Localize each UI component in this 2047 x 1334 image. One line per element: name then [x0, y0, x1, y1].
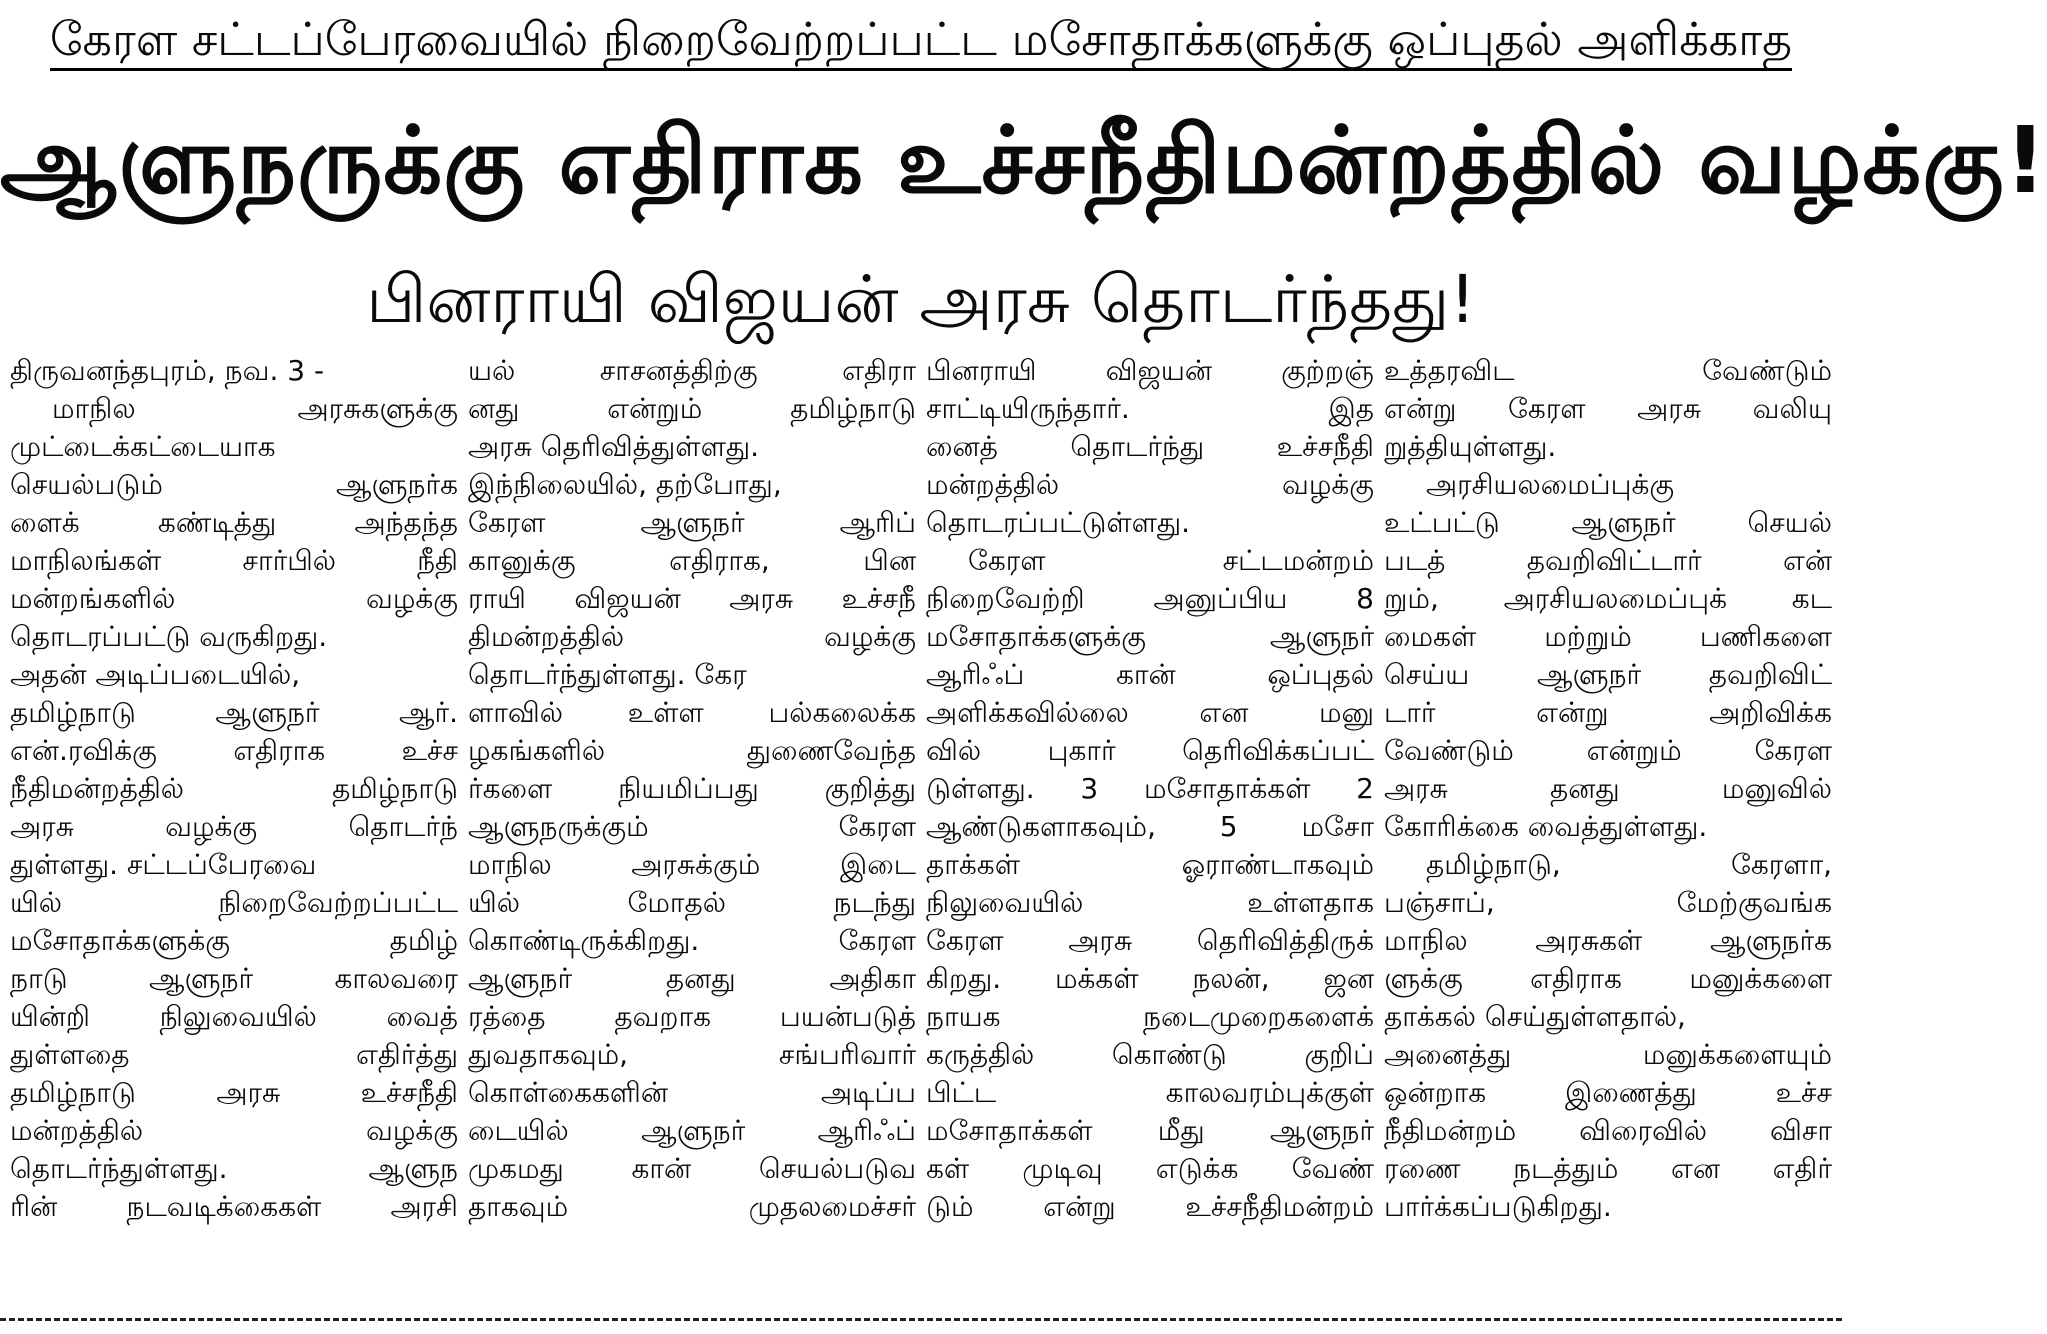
article-line: தாகவும் முதலமைச்சர்: [468, 1190, 916, 1223]
article-line: உத்தரவிட வேண்டும்: [1384, 354, 1832, 387]
article-line: கோரிக்கை வைத்துள்ளது.: [1384, 810, 1708, 843]
article-line: மாநில அரசுகளுக்கு: [52, 392, 458, 425]
article-line: றும், அரசியலமைப்புக் கட: [1384, 582, 1832, 615]
article-line: நாயக நடைமுறைகளைக்: [926, 1000, 1374, 1033]
article-line: மாநிலங்கள் சார்பில் நீதி: [10, 544, 458, 577]
kicker-text: கேரள சட்டப்பேரவையில் நிறைவேற்றப்பட்ட மசோதாக்களுக்கு ஒப்புதல் அளிக்காத: [50, 12, 1792, 71]
article-line: துள்ளதை எதிர்த்து: [10, 1038, 458, 1071]
headline: ஆளுநருக்கு எதிராக உச்சநீதிமன்றத்தில் வழக்கு!: [0, 107, 2047, 214]
article-line: வில் புகார் தெரிவிக்கப்பட்: [926, 734, 1374, 767]
article-columns: [10, 352, 1832, 1292]
article-line: ரணை நடத்தும் என எதிர்: [1384, 1152, 1832, 1185]
article-line: சாட்டியிருந்தார். இத: [926, 392, 1374, 425]
article-line: ராயி விஜயன் அரசு உச்சநீ: [468, 582, 916, 615]
article-line: டார் என்று அறிவிக்க: [1384, 696, 1832, 729]
article-line: தொடரப்பட்டு வருகிறது.: [10, 620, 328, 653]
article-line: கருத்தில் கொண்டு குறிப்: [926, 1038, 1374, 1071]
article-line: முகமது கான் செயல்படுவ: [468, 1152, 916, 1185]
article-line: துவதாகவும், சங்பரிவார்: [468, 1038, 916, 1071]
article-line: அரசியலமைப்புக்கு: [1426, 468, 1675, 501]
article-line: டுள்ளது. 3 மசோதாக்கள் 2: [926, 772, 1374, 805]
article-column-2: [468, 352, 916, 1292]
article-line: படத் தவறிவிட்டார் என்: [1384, 544, 1832, 577]
article-line: அரசு தெரிவித்துள்ளது.: [468, 430, 760, 463]
article-line: யில் நிறைவேற்றப்பட்ட: [10, 886, 458, 919]
article-line: ளைக் கண்டித்து அந்தந்த: [10, 506, 458, 539]
article-line: செய்ய ஆளுநர் தவறிவிட்: [1384, 658, 1832, 691]
article-line: ரத்தை தவறாக பயன்படுத்: [468, 1000, 916, 1033]
article-line: யல் சாசனத்திற்கு எதிரா: [468, 354, 916, 387]
article-line: திருவனந்தபுரம், நவ. 3 -: [10, 354, 325, 387]
article-line: நிறைவேற்றி அனுப்பிய 8: [926, 582, 1374, 615]
bottom-dashed-divider: [0, 1318, 1842, 1321]
article-line: வேண்டும் என்றும் கேரள: [1384, 734, 1832, 767]
article-line: அரசு வழக்கு தொடர்ந்: [10, 810, 458, 843]
article-line: திமன்றத்தில் வழக்கு: [468, 620, 916, 653]
article-line: மாநில அரசுகள் ஆளுநர்க: [1384, 924, 1832, 957]
article-line: என்று கேரள அரசு வலியு: [1384, 392, 1832, 425]
article-column-4: [1384, 352, 1832, 1292]
article-line: நாடு ஆளுநர் காலவரை: [10, 962, 458, 995]
article-line: கொண்டிருக்கிறது. கேரள: [468, 924, 916, 957]
article-line: தமிழ்நாடு ஆளுநர் ஆர்.: [10, 696, 458, 729]
article-line: பார்க்கப்படுகிறது.: [1384, 1190, 1612, 1223]
article-line: உட்பட்டு ஆளுநர் செயல்: [1384, 506, 1832, 539]
article-line: கள் முடிவு எடுக்க வேண்: [926, 1152, 1374, 1185]
article-column-1: [10, 352, 458, 1292]
article-line: தமிழ்நாடு அரசு உச்சநீதி: [10, 1076, 458, 1109]
kicker-line: [40, 6, 1802, 72]
article-line: மன்றத்தில் வழக்கு: [10, 1114, 458, 1147]
article-line: கிறது. மக்கள் நலன், ஜன: [926, 962, 1374, 995]
article-line: செயல்படும் ஆளுநர்க: [10, 468, 458, 501]
subheadline: பினராயி விஜயன் அரசு தொடர்ந்தது!: [366, 261, 1476, 338]
article-line: அனைத்து மனுக்களையும்: [1384, 1038, 1832, 1071]
article-line: ளுக்கு எதிராக மனுக்களை: [1384, 962, 1832, 995]
article-line: தொடர்ந்துள்ளது. கேர: [468, 658, 747, 691]
article-line: தாக்கல் செய்துள்ளதால்,: [1384, 1000, 1686, 1033]
article-line: ஆரிஃப் கான் ஒப்புதல்: [926, 658, 1374, 691]
article-line: னது என்றும் தமிழ்நாடு: [468, 392, 916, 425]
article-line: முட்டைக்கட்டையாக: [10, 430, 276, 463]
article-line: மாநில அரசுக்கும் இடை: [468, 848, 916, 881]
article-line: ஒன்றாக இணைத்து உச்ச: [1384, 1076, 1832, 1109]
article-line: கேரள ஆளுநர் ஆரிப்: [468, 506, 916, 539]
article-line: பினராயி விஜயன் குற்றஞ்: [926, 354, 1374, 387]
article-line: நீதிமன்றம் விரைவில் விசா: [1384, 1114, 1832, 1147]
article-line: பஞ்சாப், மேற்குவங்க: [1384, 886, 1832, 919]
article-line: யில் மோதல் நடந்து: [468, 886, 916, 919]
article-line: மன்றத்தில் வழக்கு: [926, 468, 1374, 501]
article-line: றுத்தியுள்ளது.: [1384, 430, 1557, 463]
article-line: மசோதாக்கள் மீது ஆளுநர்: [926, 1114, 1374, 1147]
article-line: கேரள அரசு தெரிவித்திருக்: [926, 924, 1374, 957]
article-line: நீதிமன்றத்தில் தமிழ்நாடு: [10, 772, 458, 805]
article-line: ஆளுநர் தனது அதிகா: [468, 962, 916, 995]
article-line: மைகள் மற்றும் பணிகளை: [1384, 620, 1832, 653]
article-line: தொடர்ந்துள்ளது. ஆளுந: [10, 1152, 458, 1185]
article-line: ர்களை நியமிப்பது குறித்து: [468, 772, 916, 805]
article-line: துள்ளது. சட்டப்பேரவை: [10, 848, 317, 881]
article-line: ஆளுநருக்கும் கேரள: [468, 810, 916, 843]
article-line: கொள்கைகளின் அடிப்ப: [468, 1076, 916, 1109]
article-line: அதன் அடிப்படையில்,: [10, 658, 301, 691]
article-line: ஆண்டுகளாகவும், 5 மசோ: [926, 810, 1374, 843]
article-line: நிலுவையில் உள்ளதாக: [926, 886, 1374, 919]
article-line: ளாவில் உள்ள பல்கலைக்க: [468, 696, 916, 729]
article-line: தமிழ்நாடு, கேரளா,: [1426, 848, 1832, 881]
article-line: னைத் தொடர்ந்து உச்சநீதி: [926, 430, 1374, 463]
article-line: அளிக்கவில்லை என மனு: [926, 696, 1374, 729]
article-line: அரசு தனது மனுவில்: [1384, 772, 1832, 805]
article-line: பிட்ட காலவரம்புக்குள்: [926, 1076, 1374, 1109]
article-line: மசோதாக்களுக்கு ஆளுநர்: [926, 620, 1374, 653]
article-line: டையில் ஆளுநர் ஆரிஃப்: [468, 1114, 916, 1147]
article-line: ரின் நடவடிக்கைகள் அரசி: [10, 1190, 458, 1223]
article-line: யின்றி நிலுவையில் வைத்: [10, 1000, 458, 1033]
article-line: தாக்கள் ஓராண்டாகவும்: [926, 848, 1374, 881]
article-line: டும் என்று உச்சநீதிமன்றம்: [926, 1190, 1374, 1223]
article-line: இந்நிலையில், தற்போது,: [468, 468, 782, 501]
article-line: கேரள சட்டமன்றம்: [968, 544, 1374, 577]
article-line: தொடரப்பட்டுள்ளது.: [926, 506, 1191, 539]
article-column-3: [926, 352, 1374, 1292]
article-line: கானுக்கு எதிராக, பின: [468, 544, 916, 577]
article-line: என்.ரவிக்கு எதிராக உச்ச: [10, 734, 458, 767]
article-line: மசோதாக்களுக்கு தமிழ்: [10, 924, 458, 957]
article-line: மன்றங்களில் வழக்கு: [10, 582, 458, 615]
article-line: ழகங்களில் துணைவேந்த: [468, 734, 916, 767]
